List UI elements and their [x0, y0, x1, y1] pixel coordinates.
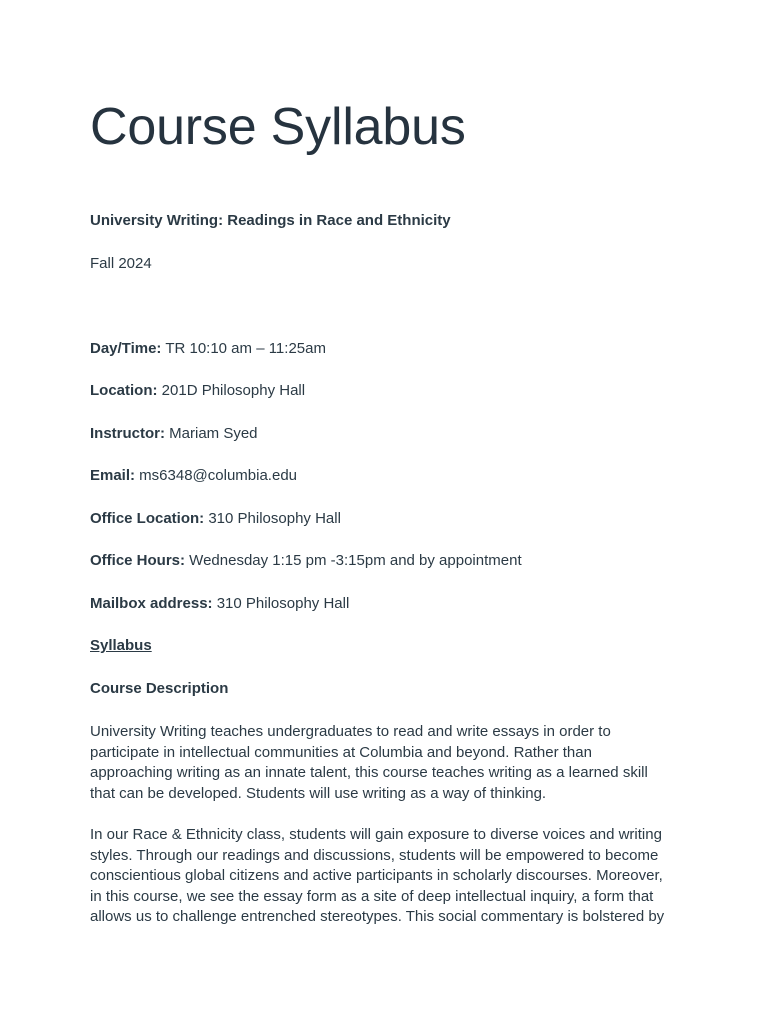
course-term: Fall 2024 — [90, 255, 152, 272]
info-label: Day/Time: — [90, 340, 162, 357]
info-value: ms6348@columbia.edu — [135, 467, 297, 484]
info-value: Mariam Syed — [165, 425, 258, 442]
paragraph-race-ethnicity: In our Race & Ethnicity class, students will gain exposure to diverse voices and writing styles. Through our readings and discussions, students will be empowered to become conscientious global citizens and active participants in scholarly discourses. Moreover, in this course, we see the essay form as a site of deep intellectual inquiry, a form that allows us to challenge entrenched stereotypes. This social commentary is bolstered by — [90, 826, 665, 925]
info-location — [90, 382, 305, 399]
info-label: Email: — [90, 467, 136, 484]
info-value: Wednesday 1:15 pm -3:15pm and by appointment — [185, 552, 522, 569]
info-value: TR 10:10 am – 11:25am — [161, 340, 326, 357]
info-office-hours — [90, 552, 522, 569]
paragraph-course-description: University Writing teaches undergraduates to read and write essays in order to participate in intellectual communities at Columbia and beyond. Rather than approaching writing as an innate talent, this course teaches writing as a learned skill that can be developed. Students will use writing as a way of thinking. — [90, 723, 648, 802]
info-email — [90, 467, 297, 484]
course-name: University Writing: Readings in Race and Ethnicity — [90, 212, 451, 229]
info-value: 310 Philosophy Hall — [204, 510, 341, 527]
document-content — [90, 96, 675, 925]
page-title: Course Syllabus — [90, 98, 466, 156]
info-label: Location: — [90, 382, 158, 399]
info-office-location — [90, 510, 341, 527]
info-label: Office Hours: — [90, 552, 186, 569]
info-instructor — [90, 425, 258, 442]
info-label: Office Location: — [90, 510, 205, 527]
info-mailbox — [90, 595, 349, 612]
info-label: Instructor: — [90, 425, 165, 442]
course-description-heading: Course Description — [90, 680, 229, 697]
info-label: Mailbox address: — [90, 595, 213, 612]
info-value: 201D Philosophy Hall — [157, 382, 306, 399]
info-value: 310 Philosophy Hall — [212, 595, 350, 612]
info-day-time — [90, 340, 326, 357]
syllabus-link[interactable]: Syllabus — [90, 637, 152, 654]
